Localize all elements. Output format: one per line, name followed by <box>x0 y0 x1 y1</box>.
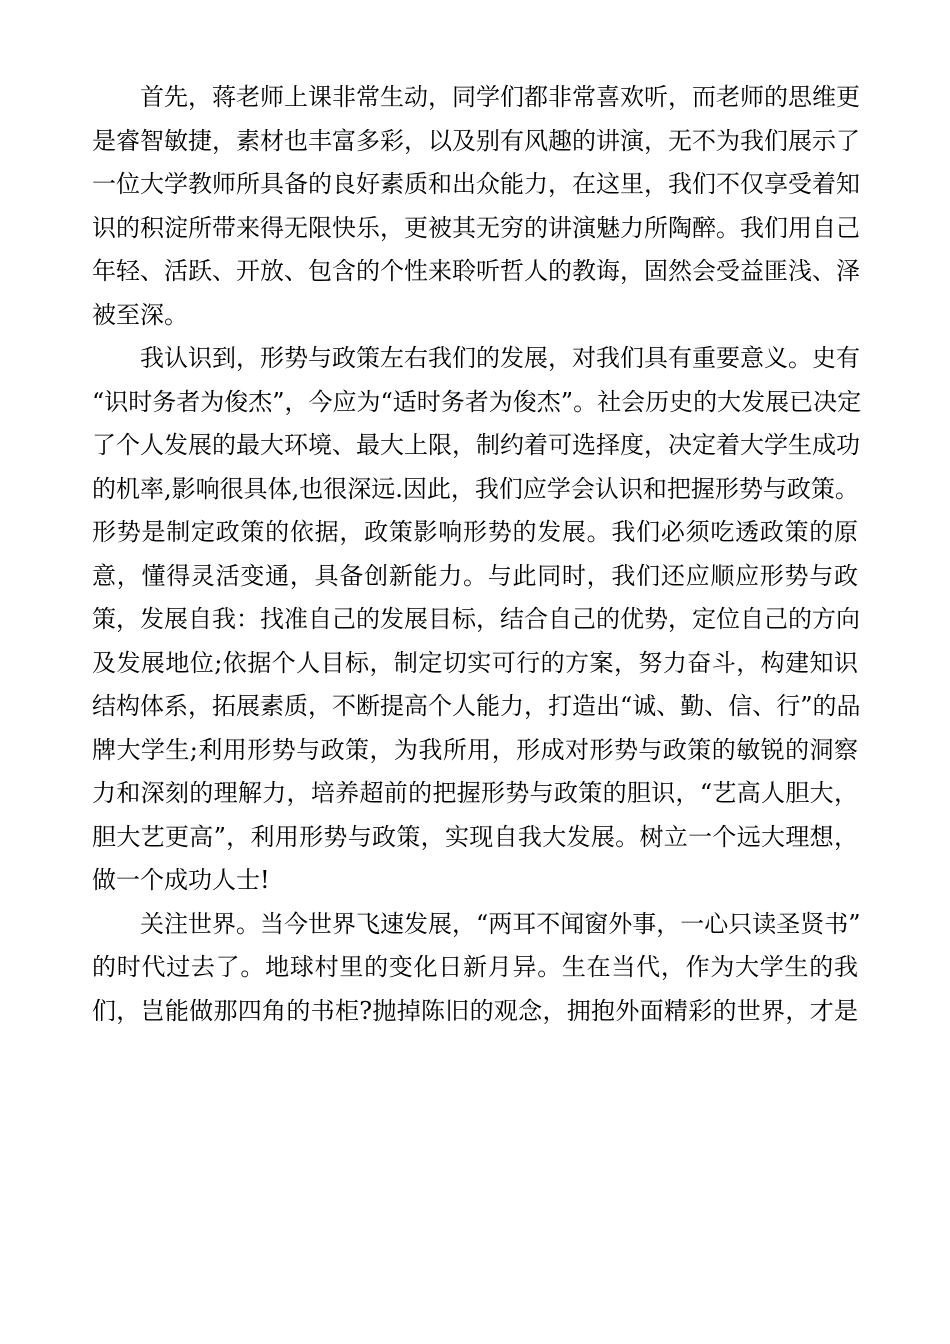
text-line: 意，懂得灵活变通，具备创新能力。与此同时，我们还应顺应形势与政 <box>92 561 858 590</box>
text-line: 策，发展自我：找准自己的发展目标，结合自己的优势，定位自己的方向 <box>92 605 860 633</box>
text-line: 结构体系，拓展素质，不断提高个人能力，打造出“诚、勤、信、行”的品 <box>92 692 861 720</box>
text-line: 被至深。 <box>92 300 188 329</box>
text-line: 胆大艺更高”，利用形势与政策，实现自我大发展。树立一个远大理想， <box>92 822 858 851</box>
text-line: 牌大学生;利用形势与政策，为我所用，形成对形势与政策的敏锐的洞察 <box>92 735 858 764</box>
paragraph-1 <box>92 76 858 337</box>
text-line: 的机率,影响很具体,也很深远.因此，我们应学会认识和把握形势与政策。 <box>92 474 859 503</box>
text-line: 首先，蒋老师上课非常生动，同学们都非常喜欢听，而老师的思维更 <box>140 83 860 111</box>
text-line: 们，岂能做那四角的书柜?抛掉陈旧的观念，拥抱外面精彩的世界，才是 <box>92 996 858 1025</box>
paragraph-2 <box>92 337 862 903</box>
text-line: 识的积淀所带来得无限快乐，更被其无穷的讲演魅力所陶醉。我们用自己 <box>92 213 860 242</box>
text-line: 我认识到，形势与政策左右我们的发展，对我们具有重要意义。史有 <box>140 344 860 372</box>
text-line: 及发展地位;依据个人目标，制定切实可行的方案，努力奋斗，构建知识 <box>92 648 858 677</box>
paragraph-3 <box>92 903 861 1034</box>
text-line: 做一个成功人士! <box>92 866 270 894</box>
text-line: 年轻、活跃、开放、包含的个性来聆听哲人的教诲，固然会受益匪浅、泽 <box>92 257 860 285</box>
text-line: 关注世界。当今世界飞速发展，“两耳不闻窗外事，一心只读圣贤书” <box>140 909 861 938</box>
text-line: 了个人发展的最大环境、最大上限，制约着可选择度，决定着大学生成功 <box>92 431 860 459</box>
text-line: 力和深刻的理解力，培养超前的把握形势与政策的胆识，“艺高人胆大， <box>92 779 858 807</box>
text-line: “识时务者为俊杰”，今应为“适时务者为俊杰”。社会历史的大发展已决定 <box>92 387 862 416</box>
text-line: 是睿智敏捷，素材也丰富多彩，以及别有风趣的讲演，无不为我们展示了 <box>92 126 860 155</box>
document-body <box>92 76 862 1033</box>
text-line: 的时代过去了。地球村里的变化日新月异。生在当代，作为大学生的我 <box>92 953 858 981</box>
text-line: 一位大学教师所具备的良好素质和出众能力，在这里，我们不仅享受着知 <box>92 170 860 198</box>
text-line: 形势是制定政策的依据，政策影响形势的发展。我们必须吃透政策的原 <box>92 518 858 546</box>
